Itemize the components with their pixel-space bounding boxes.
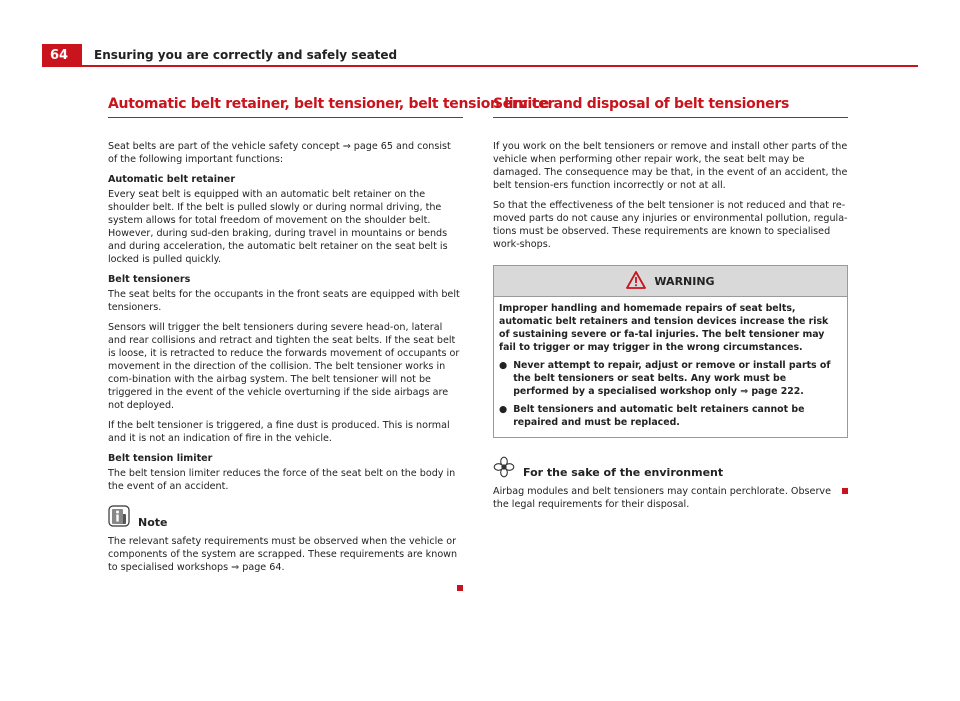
note-label: Note	[138, 515, 168, 529]
service-paragraph-1: If you work on the belt tensioners or remove and install other parts of the vehicle when performing other repair work, the seat belt may be damaged. The consequence may be that, in the event of an accident, the belt tension-ers function incorrectly or not at all.	[493, 141, 848, 191]
note-header	[108, 505, 463, 531]
dust-paragraph: If the belt tensioner is triggered, a fine dust is produced. This is normal and it is not an indication of fire in the vehicle.	[108, 420, 450, 444]
section-heading-belt-functions: Automatic belt retainer, belt tensioner, belt tension limiter	[108, 98, 463, 118]
warning-triangle-icon	[626, 271, 646, 292]
retainer-paragraph: Every seat belt is equipped with an automatic belt retainer on the shoulder belt. If the belt is pulled slowly or during normal driving, the system allows for total freedom of movement on the shoulder belt. However, during sud-den braking, during travel in mountains or bends and during acceleration, the automatic belt retainer on the seat belt is locked is pulled quickly.	[108, 189, 448, 265]
limiter-paragraph: The belt tension limiter reduces the force of the seat belt on the body in the event of an accident.	[108, 468, 456, 492]
warning-bullet-text: Belt tensioners and automatic belt retainers cannot be repaired and must be replaced.	[513, 404, 805, 428]
page-number: 64	[42, 44, 82, 67]
section-heading-service-disposal: Service and disposal of belt tensioners	[493, 98, 848, 118]
environment-paragraph	[493, 485, 848, 511]
left-column	[108, 96, 555, 591]
bullet-dot: ●	[499, 404, 508, 415]
header-divider	[82, 65, 918, 67]
sensors-paragraph: Sensors will trigger the belt tensioners during severe head-on, lateral and rear collisions and retract and tighten the seat belts. If the seat belt is loose, it is retracted to reduce the forwards movement of occupants or movement in the direction of the collision. The belt tensioner works in com-bination with the airbag system. The belt tensioner will not be triggered in the event of the vehicle overturning if the side airbags are not deployed.	[108, 322, 460, 411]
end-marker	[842, 488, 848, 494]
warning-box	[493, 265, 848, 438]
bullet-dot: ●	[499, 360, 508, 371]
warning-body	[494, 297, 847, 437]
chapter-title: Ensuring you are correctly and safely seated	[94, 48, 398, 62]
flower-icon	[493, 456, 515, 482]
warning-intro: Improper handling and homemade repairs of seat belts, automatic belt retainers and tension devices increase the risk of sustaining severe or fa-tal injuries. The belt tensioner may fail to trigger or may trigger in the wrong circumstances.	[499, 303, 829, 353]
environment-text: Airbag modules and belt tensioners may contain perchlorate. Observe the legal requirements for their disposal.	[493, 486, 831, 510]
note-paragraph	[108, 535, 463, 574]
warning-header	[494, 266, 847, 297]
tensioners-paragraph: The seat belts for the occupants in the front seats are equipped with belt tensioners.	[108, 289, 460, 313]
service-paragraph-2: So that the effectiveness of the belt tensioner is not reduced and that re-moved parts do not cause any injuries or environmental pollution, regula-tions must be observed. These requirements are known to specialised work-shops.	[493, 200, 848, 250]
page-header	[0, 44, 960, 68]
warning-label: WARNING	[654, 274, 715, 288]
right-column	[493, 98, 848, 518]
retainer-subheading: Automatic belt retainer	[108, 174, 236, 185]
environment-label: For the sake of the environment	[523, 465, 724, 479]
tensioners-subheading: Belt tensioners	[108, 274, 191, 285]
environment-header	[493, 456, 848, 482]
warning-bullet	[499, 403, 842, 434]
warning-bullet-text: Never attempt to repair, adjust or remove or install parts of the belt tensioners or seat belts. Any work must be performed by a specialised workshop only ⇒ page 222.	[513, 360, 831, 397]
end-marker	[457, 585, 463, 591]
intro-paragraph: Seat belts are part of the vehicle safety concept ⇒ page 65 and consist of the following important functions:	[108, 141, 451, 165]
warning-bullet	[499, 359, 842, 403]
limiter-subheading: Belt tension limiter	[108, 453, 213, 464]
note-text: The relevant safety requirements must be observed when the vehicle or components of the system are scrapped. These requirements are known to specialised workshops ⇒ page 64.	[108, 536, 458, 573]
info-icon	[108, 505, 130, 531]
